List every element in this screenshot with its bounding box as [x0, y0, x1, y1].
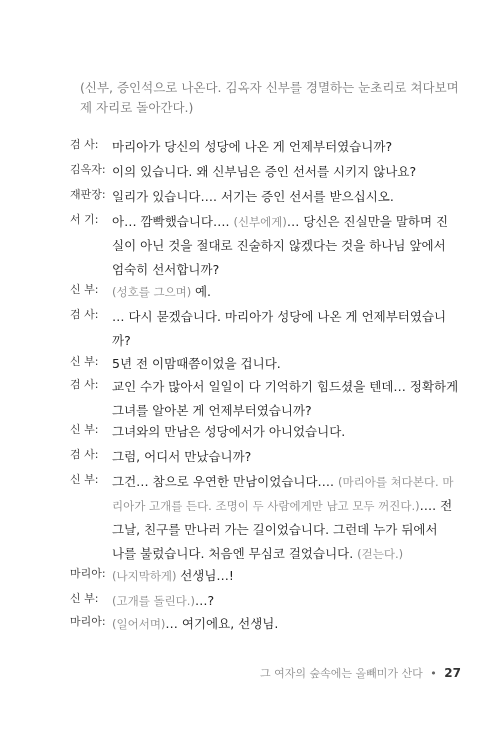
- dialogue-line: [112, 160, 442, 184]
- dialogue-segment: … 당신은 진실만을 말하며 진: [286, 214, 449, 229]
- stage-direction-inline: (일어서며): [112, 617, 166, 631]
- dialogue-segment: 일리가 있습니다…. 서기는 증인 선서를 받으십시오.: [112, 189, 394, 204]
- dialogue-segment: 엄숙히 선서합니까?: [112, 262, 220, 277]
- dialogue-line: [112, 542, 442, 566]
- dialogue-segment: … 여기에요, 선생님.: [165, 616, 279, 631]
- dialogue-segment: 선생님…!: [180, 568, 234, 583]
- speaker-label: 신 부:: [70, 283, 99, 296]
- dialogue-text: [112, 210, 449, 282]
- speaker-label: 검 사:: [70, 378, 99, 391]
- dialogue-text: [112, 160, 442, 184]
- dialogue-text: [112, 352, 442, 376]
- dialogue-line: [112, 564, 442, 588]
- dialogue-segment: …?: [194, 593, 215, 608]
- dialogue-segment: 실이 아닌 것을 절대로 진술하지 않겠다는 것을 하나님 앞에서: [112, 238, 446, 253]
- running-title: 그 여자의 숲속에는 올빼미가 산다: [260, 667, 423, 680]
- dialogue-text: [112, 420, 442, 444]
- stage-direction-inline: (성호를 그으며): [112, 285, 195, 299]
- stage-direction-inline: (신부에게): [233, 215, 287, 229]
- speaker-label: 서 기:: [70, 213, 99, 226]
- dialogue-text: [112, 445, 442, 469]
- dialogue-text: [112, 305, 447, 353]
- dialogue-segment: 아… 깜빡했습니다….: [112, 214, 234, 229]
- stage-direction-line: 제 자리로 돌아간다.): [80, 100, 194, 115]
- dialogue-line: [112, 185, 442, 209]
- dialogue-line: [112, 518, 442, 542]
- dialogue-segment: … 다시 묻겠습니다. 마리아가 성당에 나온 게 언제부터였습니: [112, 309, 447, 324]
- speaker-label: 재판장:: [70, 188, 106, 201]
- dialogue-text: [112, 612, 442, 636]
- dialogue-line: [112, 329, 442, 353]
- dialogue-text: [112, 564, 442, 588]
- stage-direction-inline: (걷는다.): [357, 547, 404, 561]
- stage-direction-inline: (고개를 돌린다.): [112, 594, 195, 608]
- dialogue-segment: 그건… 참으로 우연한 만남이었습니다….: [112, 474, 338, 489]
- dialogue-line: [112, 375, 459, 399]
- dialogue-segment: 까?: [112, 333, 131, 348]
- speaker-label: 신 부:: [70, 423, 99, 436]
- dialogue-text: [112, 589, 442, 613]
- dialogue-segment: 그녀를 알아본 게 언제부터였습니까?: [112, 403, 312, 418]
- page-footer: [260, 665, 461, 681]
- dialogue-line: [112, 135, 442, 159]
- dialogue-segment: 그럼, 어디서 만났습니까?: [112, 449, 252, 464]
- dialogue-line: [112, 352, 442, 376]
- dialogue-line: [112, 258, 442, 282]
- stage-direction-inline: (나지막하게): [112, 569, 181, 583]
- speaker-label: 검 사:: [70, 138, 99, 151]
- page-number: 27: [444, 666, 461, 680]
- dialogue-line: [112, 210, 449, 234]
- dialogue-segment: 5년 전 이맘때쯤이었을 겁니다.: [112, 356, 281, 371]
- dialogue-line: [112, 280, 442, 304]
- dialogue-line: [112, 470, 454, 494]
- dialogue-line: [112, 445, 442, 469]
- dialogue-text: [112, 135, 442, 159]
- dialogue-segment: 교인 수가 많아서 일일이 다 기억하기 힘드셨을 텐데… 정확하게: [112, 379, 459, 394]
- stage-direction-inline: 리아가 고개를 든다. 조명이 두 사람에게만 남고 모두 꺼진다.): [112, 499, 420, 513]
- dialogue-line: [112, 305, 447, 329]
- dialogue-line: [112, 494, 453, 518]
- dialogue-text: [112, 375, 459, 423]
- dialogue-segment: 나를 불렀습니다. 처음엔 무심코 걸었습니다.: [112, 546, 358, 561]
- speaker-label: 검 사:: [70, 308, 99, 321]
- dialogue-segment: 예.: [194, 284, 211, 299]
- dialogue-line: [112, 589, 442, 613]
- dialogue-line: [112, 612, 442, 636]
- dialogue-segment: 마리아가 당신의 성당에 나온 게 언제부터였습니까?: [112, 139, 393, 154]
- speaker-label: 신 부:: [70, 355, 99, 368]
- dialogue-text: [112, 470, 454, 566]
- speaker-label: 신 부:: [70, 473, 99, 486]
- dialogue-segment: …. 전: [419, 498, 453, 513]
- dialogue-line: [112, 420, 442, 444]
- stage-direction-line: (신부, 증인석으로 나온다. 김옥자 신부를 경멸하는 눈초리로 쳐다보며: [80, 80, 459, 95]
- dialogue-line: [112, 234, 446, 258]
- dialogue-segment: 그녀와의 만남은 성당에서가 아니었습니다.: [112, 424, 346, 439]
- speaker-label: 김옥자:: [70, 163, 106, 176]
- dialogue-segment: 이의 있습니다. 왜 신부님은 증인 선서를 시키지 않나요?: [112, 164, 417, 179]
- speaker-label: 신 부:: [70, 592, 99, 605]
- stage-direction-inline: (마리아를 쳐다본다. 마: [338, 475, 454, 489]
- dialogue-text: [112, 280, 442, 304]
- dialogue-text: [112, 185, 442, 209]
- footer-separator: •: [430, 667, 437, 680]
- speaker-label: 마리아:: [70, 615, 106, 628]
- dialogue-segment: 그날, 친구를 만나러 가는 길이었습니다. 그런데 누가 뒤에서: [112, 522, 438, 537]
- speaker-label: 마리아:: [70, 567, 106, 580]
- speaker-label: 검 사:: [70, 448, 99, 461]
